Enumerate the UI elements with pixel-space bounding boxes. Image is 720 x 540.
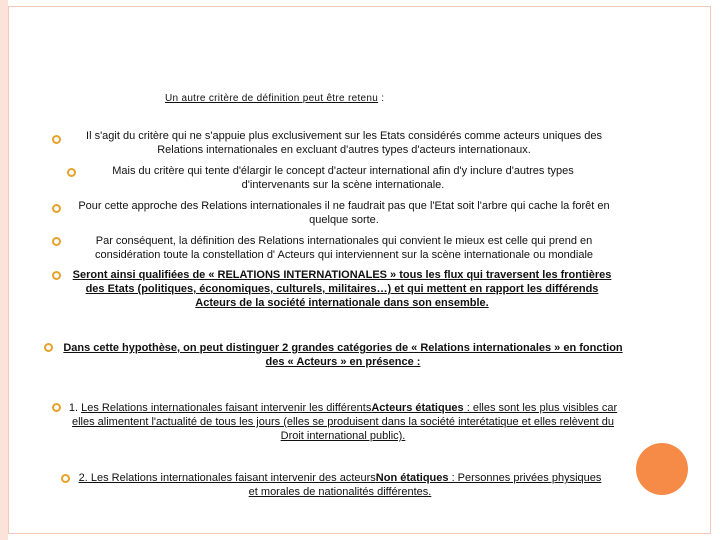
bullet-icon [44, 343, 53, 352]
paragraph-7-part1: Les Relations internationales faisant intervenir les différents [81, 402, 372, 414]
bullet-icon [67, 168, 76, 177]
paragraph-6-text: Dans cette hypothèse, on peut distinguer 2 grandes catégories de « Relations internationales » en fonction des « Acteurs » en présence : [63, 342, 623, 368]
paragraph-7-number: 1. [68, 402, 82, 414]
bullet-icon [52, 204, 61, 213]
paragraph-8-part2: : Personnes privées physiques et morales de nationalités différentes. [248, 472, 602, 498]
left-decor-bar [0, 0, 8, 540]
bullet-icon [61, 474, 70, 483]
paragraph-2: Mais du critère qui tente d'élargir le concept d'acteur international afin d'y inclure d'autres types d'intervenants sur la scène internationale. [112, 165, 574, 191]
paragraph-6 [60, 341, 626, 369]
paragraph-8-bold: Non étatiques [375, 472, 449, 484]
paragraph-4: Par conséquent, la définition des Relations internationales qui convient le mieux est celle qui prend en considération toute la constellation d' Acteurs qui interviennent sur la scène internationale ou mondiale [94, 235, 594, 261]
bullet-icon [52, 135, 61, 144]
paragraph-7-part2: : elles sont les plus visibles car elles alimentent l'actualité de tous les jours (elles se produisent dans la société interétatique et elles relèvent du Droit international public). [71, 402, 618, 442]
paragraph-8 [74, 471, 606, 499]
paragraph-8-part1: 2. Les Relations internationales faisant intervenir des acteurs [78, 472, 376, 484]
bullet-icon [52, 237, 61, 246]
paragraph-7 [60, 401, 626, 443]
slide-title [165, 93, 384, 104]
slide-title-text: Un autre critère de définition peut être retenu [165, 93, 379, 104]
accent-circle [636, 443, 688, 495]
paragraph-5: Seront ainsi qualifiées de « RELATIONS INTERNATIONALES » tous les flux qui traversent les frontières des Etats (politiques, économiques, culturels, militaires…) et qui mettent en rapport les différends Acteurs de la société internationale dans son ensemble. [72, 269, 612, 309]
paragraph-7-bold: Acteurs étatiques [371, 402, 464, 414]
bullet-icon [52, 271, 61, 280]
slide-title-colon: : [378, 93, 385, 104]
paragraph-3: Pour cette approche des Relations internationales il ne faudrait pas que l'Etat soit l'arbre qui cache la forêt en quelque sorte. [78, 200, 610, 226]
paragraph-1: Il s'agit du critère qui ne s'appuie plus exclusivement sur les Etats considérés comme acteurs uniques des Relations internationales en excluant d'autres types d'acteurs internationaux. [86, 130, 602, 156]
